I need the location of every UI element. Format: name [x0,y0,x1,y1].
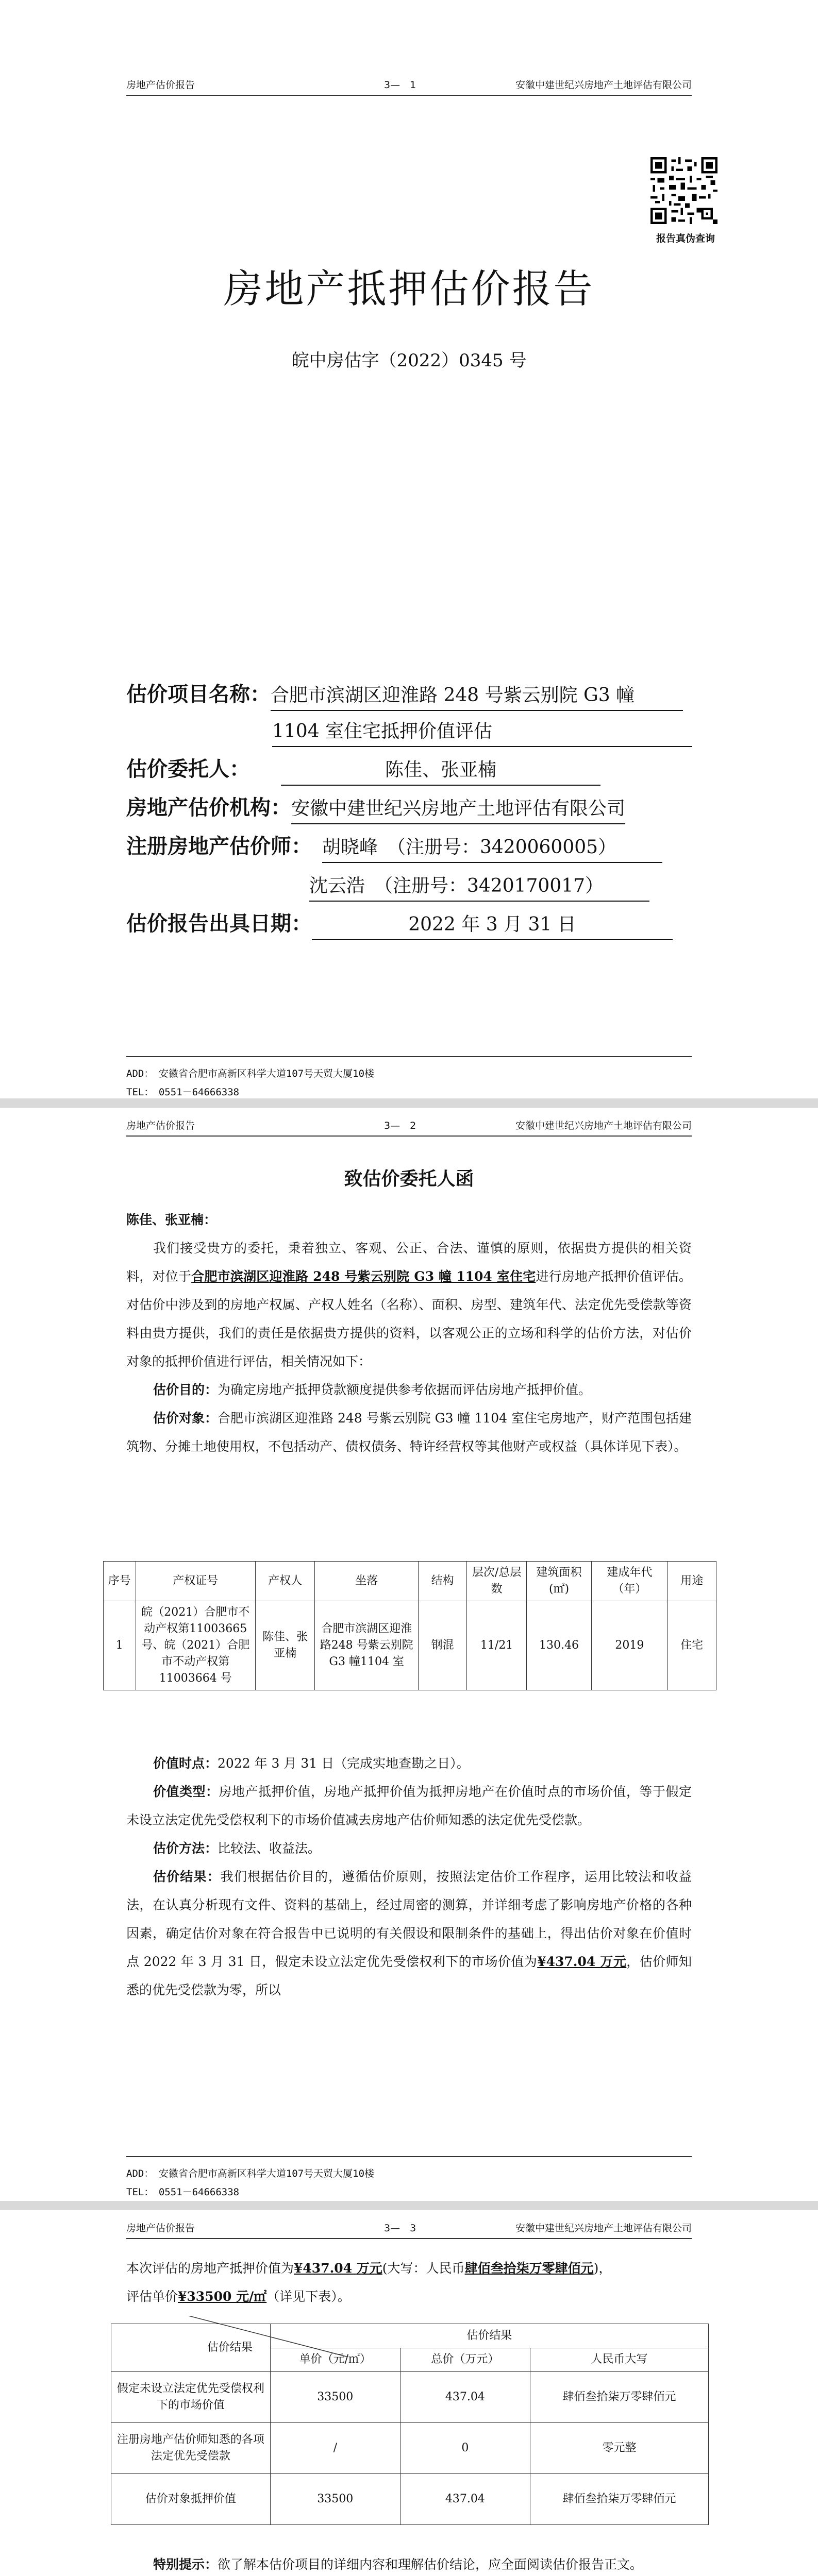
value-amount-words: 肆佰叁拾柒万零肆佰元 [464,2261,594,2276]
header-page-number: 3— 2 [384,1120,416,1131]
value-type-text: 房地产抵押价值，房地产抵押价值为抵押房地产在价值时点的市场价值，等于假定未设立法定优先受偿权利下的市场价值减去房地产估价师知悉的法定优先受偿款。 [126,1784,692,1827]
value-amount: ¥437.04 万元 [294,2261,382,2276]
agency-label: 房地产估价机构： [126,795,291,820]
unit-price-note: （详见下表）。 [266,2289,350,2304]
table-header-row [104,1562,716,1601]
appraiser-field [126,832,662,863]
header-company: 安徽中建世纪兴房地产土地评估有限公司 [515,1120,692,1131]
date-value: 2022 年 3 月 31 日 [312,910,673,940]
th-rmb: 人民币大写 [530,2348,708,2372]
method-text: 比较法、收益法。 [218,1841,321,1856]
header-company: 安徽中建世纪兴房地产土地评估有限公司 [515,2223,692,2234]
client-value: 陈佳、张亚楠 [281,756,600,786]
th-floor: 层次/总层数 [467,1562,527,1601]
td-year: 2019 [592,1601,667,1690]
tip-paragraph [126,2550,692,2576]
appraiser-2: 沈云浩 （注册号：3420170017） [309,872,649,902]
footer-tel: TEL： 0551－64666338 [126,1087,240,1098]
letter-body-2 [126,1749,692,2004]
intro-text-1: 我们接受贵方的委托，秉着独立、客观、公正、合法、谨慎的原则，依据贵方提供的相关资料，对位于 [126,1241,692,1284]
header-page-number: 3— 1 [384,79,416,91]
object-paragraph [126,1404,692,1461]
special-tip [126,2550,692,2576]
th-index: 序号 [104,1562,136,1601]
valuation-line-1 [126,2254,692,2282]
td-total: 437.04 [400,2372,530,2423]
method-label: 估价方法： [153,1841,218,1856]
td-item: 假定未设立法定优先受偿权利下的市场价值 [111,2372,271,2423]
valuation-line-2 [126,2282,692,2311]
header-company: 安徽中建世纪兴房地产土地评估有限公司 [515,79,692,91]
purpose-text: 为确定房地产抵押贷款额度提供参考依据而评估房地产抵押价值。 [218,1382,592,1397]
td-rmb: 肆佰叁拾柒万零肆佰元 [530,2474,708,2525]
date-label: 估价报告出具日期： [126,911,312,936]
value-date-paragraph [126,1749,692,1777]
header-page-number: 3— 3 [384,2223,416,2234]
th-group: 估价结果 [270,2324,708,2348]
page-letter [0,1108,818,2210]
object-text: 合肥市滨湖区迎淮路 248 号紫云别院 G3 幢 1104 室住宅房地产，财产范围包括建筑物、分摊土地使用权，不包括动产、债权债务、特许经营权等其他财产或权益（具体详见下表）。 [126,1411,692,1454]
result-value: ¥437.04 万元 [537,1954,627,1969]
intro-text-2: 进行房地产抵押价值评估。对估价中涉及到的房地产权属、产权人姓名（名称）、面积、房型、建筑年代、法定优先受偿款等资料由贵方提供，我们的责任是依据贵方提供的资料，以客观公正的立场和科学的估价方法，对估价对象的抵押价值进行评估，相关情况如下： [126,1269,692,1369]
page-footer [126,2156,692,2201]
th-total: 总价（万元） [400,2348,530,2372]
result-table [111,2324,709,2525]
td-rmb: 肆佰叁拾柒万零肆佰元 [530,2372,708,2423]
letter-title: 致估价委托人函 [344,1168,474,1190]
td-total: 0 [400,2423,530,2474]
intro-address: 合肥市滨湖区迎淮路 248 号紫云别院 G3 幢 1104 室住宅 [191,1269,536,1284]
value-type-label: 价值类型： [153,1784,219,1799]
project-name-value-2: 1104 室住宅抵押价值评估 [272,717,692,747]
td-unit: 33500 [270,2474,400,2525]
value-text-2: (大写：人民币 [382,2261,465,2276]
letter-body [126,1206,692,1461]
result-text-2: ，估价师知悉的优先受偿款为零，所以 [126,1954,692,1997]
report-title: 房地产抵押估价报告 [223,266,595,312]
appraiser-field-2 [309,871,649,902]
td-owner: 陈佳、张亚楠 [255,1601,315,1690]
qr-caption: 报告真伪查询 [656,233,715,244]
result-label: 估价结果： [153,1869,221,1884]
agency-value: 安徽中建世纪兴房地产土地评估有限公司 [291,794,625,824]
th-item [111,2324,271,2372]
td-area: 130.46 [526,1601,591,1690]
page-letter-cont [0,2210,818,2576]
tip-label: 特别提示： [153,2557,218,2572]
td-index: 1 [104,1601,136,1690]
property-table [103,1561,716,1690]
footer-tel: TEL： 0551－64666338 [126,2187,240,2198]
object-label: 估价对象： [153,1411,218,1426]
table-row [111,2372,709,2423]
result-paragraph [126,1862,692,2004]
td-cert: 皖（2021）合肥市不动产权第11003665 号、皖（2021）合肥市不动产权第11003664 号 [136,1601,255,1690]
project-name-label: 估价项目名称： [126,682,271,706]
td-location: 合肥市滨湖区迎淮路248 号紫云别院 G3 幢1104 室 [315,1601,418,1690]
report-number: 皖中房估字（2022）0345 号 [291,350,527,371]
value-type-paragraph [126,1777,692,1834]
header-title: 房地产估价报告 [126,1120,195,1131]
td-item: 注册房地产估价师知悉的各项法定优先受偿款 [111,2423,271,2474]
th-cert: 产权证号 [136,1562,255,1601]
page-header [126,1118,692,1137]
project-name-field-cont [272,716,692,747]
agency-field [126,793,625,824]
value-text-1: 本次评估的房地产抵押价值为 [126,2261,294,2276]
qr-code-icon[interactable] [650,157,717,224]
table-row [111,2474,709,2525]
td-total: 437.04 [400,2474,530,2525]
th-structure: 结构 [418,1562,466,1601]
value-text-3: )， [593,2261,612,2276]
th-owner: 产权人 [255,1562,315,1601]
unit-price-label: 评估单价 [126,2289,178,2304]
client-field [126,755,600,786]
page-cover [0,0,818,1108]
th-use: 用途 [667,1562,716,1601]
td-item: 估价对象抵押价值 [111,2474,271,2525]
project-name-field [126,680,683,711]
date-field [126,909,673,940]
page-header [126,77,692,96]
unit-price: ¥33500 元/㎡ [178,2289,267,2304]
th-year: 建成年代（年） [592,1562,667,1601]
appraiser-label: 注册房地产估价师： [126,834,312,858]
salutation: 陈佳、张亚楠： [126,1212,217,1227]
purpose-paragraph [126,1376,692,1404]
td-use: 住宅 [667,1601,716,1690]
table-row [104,1601,716,1690]
th-item-label: 估价结果 [207,2341,253,2354]
td-floor: 11/21 [467,1601,527,1690]
purpose-label: 估价目的： [153,1382,218,1397]
page-footer [126,1056,692,1101]
client-label: 估价委托人： [126,757,250,781]
page-separator [0,1098,818,1108]
th-location: 坐落 [315,1562,418,1601]
valuation-summary [126,2254,692,2311]
td-rmb: 零元整 [530,2423,708,2474]
header-title: 房地产估价报告 [126,79,195,91]
td-structure: 钢混 [418,1601,466,1690]
page-header [126,2221,692,2239]
table-header-row [111,2324,709,2348]
footer-address: ADD： 安徽省合肥市高新区科学大道107号天贸大厦10楼 [126,1068,375,1079]
page-separator [0,2201,818,2210]
footer-address: ADD： 安徽省合肥市高新区科学大道107号天贸大厦10楼 [126,2168,375,2179]
td-unit: 33500 [270,2372,400,2423]
th-unit: 单价（元/㎡） [270,2348,400,2372]
appraiser-1: 胡晓峰 （注册号：3420060005） [322,833,662,863]
th-area: 建筑面积(㎡) [526,1562,591,1601]
intro-paragraph [126,1234,692,1376]
value-date-text: 2022 年 3 月 31 日（完成实地查勘之日）。 [218,1756,470,1771]
tip-text: 欲了解本估价项目的详细内容和理解估价结论，应全面阅读估价报告正文。 [218,2557,643,2572]
result-text-1: 我们根据估价目的，遵循估价原则，按照法定估价工作程序，运用比较法和收益法，在认真分析现有文件、资料的基础上，经过周密的测算，并详细考虑了影响房地产价格的各种因素，确定估价对象在符合报告中已说明的有关假设和限制条件的基础上，得出估价对象在价值时点 2022 年 3 月 31 日，假定未设立法定优先受偿权利下的市场价值为 [126,1869,692,1969]
header-title: 房地产估价报告 [126,2223,195,2234]
method-paragraph [126,1834,692,1862]
diagonal-line [189,2316,348,2357]
value-date-label: 价值时点： [153,1756,218,1771]
td-unit: / [270,2423,400,2474]
table-row [111,2423,709,2474]
project-name-value: 合肥市滨湖区迎淮路 248 号紫云别院 G3 幢 [271,681,683,711]
